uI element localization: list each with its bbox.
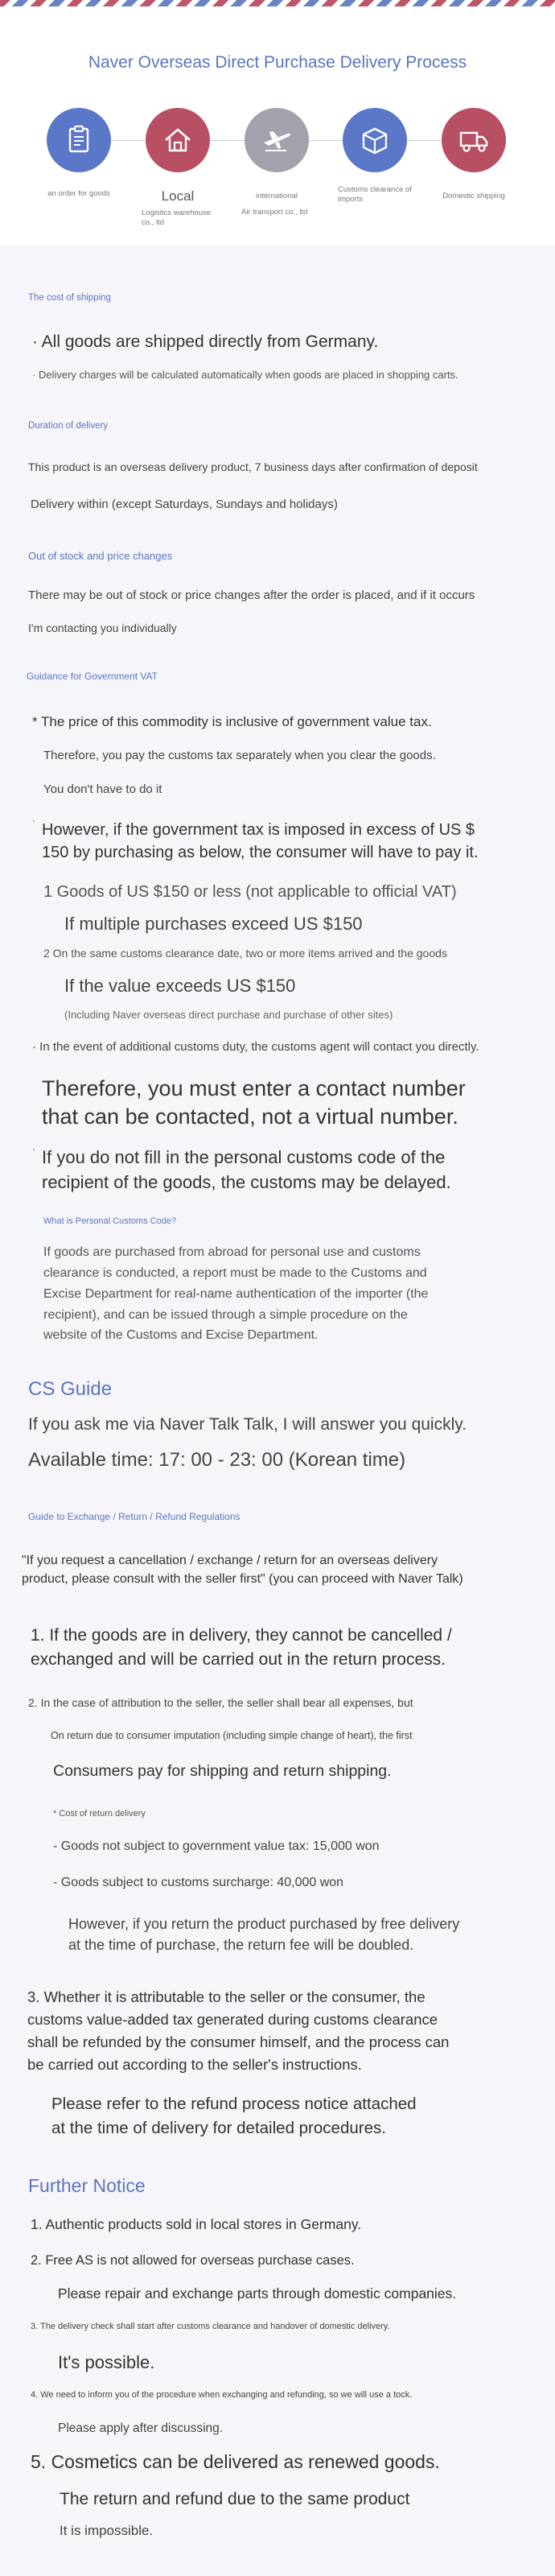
pcc-heading: What is Personal Customs Code? xyxy=(43,1216,177,1226)
airmail-stripe xyxy=(0,0,555,6)
return-6: - Goods not subject to government value tax: 15,000 won xyxy=(53,1839,380,1853)
return-10a: Please refer to the refund process notice attached xyxy=(51,2095,417,2113)
duration-line-2: Delivery within (except Saturdays, Sundays and holidays) xyxy=(31,497,338,511)
stock-heading: Out of stock and price changes xyxy=(28,550,173,562)
return-9a: 3. Whether it is attributable to the seller or the consumer, the xyxy=(27,1988,426,2005)
step-customs-label: Customs clearance of imports xyxy=(338,185,412,204)
further-9: The return and refund due to the same product xyxy=(60,2490,410,2508)
pcc-line-2: clearance is conducted, a report must be made to the Customs and xyxy=(43,1266,427,1280)
duration-line-1: This product is an overseas delivery product, 7 business days after confirmation of deposit xyxy=(28,460,478,473)
stock-line-2: I'm contacting you individually xyxy=(28,621,177,634)
step-domestic xyxy=(442,108,506,172)
return-8b: at the time of purchase, the return fee will be doubled. xyxy=(68,1937,414,1953)
cost-line-2: · Delivery charges will be calculated automatically when goods are placed in shopping carts. xyxy=(32,369,458,381)
vat-line-3: You don't have to do it xyxy=(43,782,162,796)
vat-bullet-2: · xyxy=(32,1143,35,1154)
vat-bullet: · xyxy=(32,815,35,826)
step-domestic-label: Domestic shipping xyxy=(442,192,505,200)
step-warehouse-label: Logistics warehouse co., ltd xyxy=(142,208,212,227)
process-title: Naver Overseas Direct Purchase Delivery Process xyxy=(88,53,467,72)
return-5: * Cost of return delivery xyxy=(53,1809,146,1818)
further-8: 5. Cosmetics can be delivered as renewed goods. xyxy=(31,2451,440,2472)
return-9b: customs value-added tax generated during customs clearance xyxy=(27,2011,438,2028)
vat-line-8: If the value exceeds US $150 xyxy=(64,976,296,996)
exchange-quote-1: "If you request a cancellation / exchange / return for an overseas delivery xyxy=(22,1554,438,1567)
step-local-warehouse xyxy=(146,108,210,172)
cost-line-1: · All goods are shipped directly from Germany. xyxy=(32,332,379,351)
step-order-label: an order for goods xyxy=(47,189,110,198)
airplane-icon xyxy=(259,122,294,158)
cs-line-1: If you ask me via Naver Talk Talk, I will answer you quickly. xyxy=(28,1415,467,1434)
return-4: Consumers pay for shipping and return shipping. xyxy=(53,1762,392,1780)
return-9d: be carried out according to the seller's instructions. xyxy=(27,2056,362,2073)
truck-icon xyxy=(456,122,491,158)
return-3: On return due to consumer imputation (including simple change of heart), the first xyxy=(51,1730,413,1741)
cs-heading: CS Guide xyxy=(28,1378,113,1400)
vat-line-4b: 150 by purchasing as below, the consumer will have to pay it. xyxy=(42,844,479,861)
vat-line-11b: that can be contacted, not a virtual number. xyxy=(42,1104,458,1129)
vat-line-7: 2 On the same customs clearance date, two or more items arrived and the goods xyxy=(43,947,447,960)
cs-line-2: Available time: 17: 00 - 23: 00 (Korean time) xyxy=(28,1449,406,1471)
vat-heading: Guidance for Government VAT xyxy=(27,671,158,682)
house-icon xyxy=(160,122,195,158)
further-3: Please repair and exchange parts through domestic companies. xyxy=(58,2285,457,2301)
vat-line-4a: However, if the government tax is imposed in excess of US $ xyxy=(42,821,475,839)
exchange-heading: Guide to Exchange / Return / Refund Regulations xyxy=(28,1511,240,1522)
vat-line-12b: recipient of the goods, the customs may be delayed. xyxy=(42,1172,451,1192)
vat-line-1: * The price of this commodity is inclusive of government value tax. xyxy=(32,714,432,729)
step-order xyxy=(47,108,111,172)
cost-heading: The cost of shipping xyxy=(28,293,111,303)
further-2: 2. Free AS is not allowed for overseas purchase cases. xyxy=(31,2253,355,2268)
clipboard-icon xyxy=(61,122,97,158)
vat-line-10: · In the event of additional customs duty, the customs agent will contact you directly. xyxy=(32,1040,479,1054)
pcc-line-3: Excise Department for real-name authentication of the importer (the xyxy=(43,1287,429,1301)
vat-line-5: 1 Goods of US $150 or less (not applicable to official VAT) xyxy=(43,883,457,901)
step-international-label: international xyxy=(256,192,298,200)
further-1: 1. Authentic products sold in local stores in Germany. xyxy=(31,2216,362,2232)
vat-line-12a: If you do not fill in the personal customs code of the xyxy=(42,1147,446,1167)
pcc-line-4: recipient), and can be issued through a simple procedure on the xyxy=(43,1308,408,1322)
return-7: - Goods subject to customs surcharge: 40,000 won xyxy=(53,1876,344,1889)
duration-heading: Duration of delivery xyxy=(28,421,109,431)
further-heading: Further Notice xyxy=(28,2175,146,2196)
return-9c: shall be refunded by the consumer himself, and the process can xyxy=(27,2033,450,2050)
further-6: 4. We need to inform you of the procedure when exchanging and refunding, so we will use a tock. xyxy=(31,2390,413,2400)
return-1a: 1. If the goods are in delivery, they cannot be cancelled / xyxy=(31,1626,452,1645)
return-10b: at the time of delivery for detailed procedures. xyxy=(51,2119,386,2137)
exchange-quote-2: product, please consult with the seller first" (you can proceed with Naver Talk) xyxy=(22,1572,463,1586)
step-customs xyxy=(343,108,407,172)
step-international xyxy=(245,108,309,172)
vat-line-6: If multiple purchases exceed US $150 xyxy=(64,914,363,934)
further-4: 3. The delivery check shall start after customs clearance and handover of domestic delivery. xyxy=(31,2322,390,2331)
pcc-line-5: website of the Customs and Excise Department. xyxy=(43,1328,319,1342)
return-2: 2. In the case of attribution to the seller, the seller shall bear all expenses, but xyxy=(28,1696,413,1709)
further-5: It's possible. xyxy=(58,2352,155,2372)
process-banner xyxy=(0,0,555,246)
step-air-transport-label: Air transport co., ltd xyxy=(241,208,308,217)
return-8a: However, if you return the product purchased by free delivery xyxy=(68,1916,460,1932)
further-10: It is impossible. xyxy=(60,2523,154,2538)
step-local-label: Local xyxy=(161,188,195,204)
pcc-line-1: If goods are purchased from abroad for personal use and customs xyxy=(43,1245,421,1259)
return-1b: exchanged and will be carried out in the return process. xyxy=(31,1650,446,1669)
vat-line-2: Therefore, you pay the customs tax separately when you clear the goods. xyxy=(43,749,436,762)
further-7: Please apply after discussing. xyxy=(58,2421,224,2435)
vat-line-9: (Including Naver overseas direct purchase and purchase of other sites) xyxy=(64,1009,393,1021)
box-icon xyxy=(357,122,393,158)
vat-line-11a: Therefore, you must enter a contact number xyxy=(42,1076,466,1100)
stock-line-1: There may be out of stock or price changes after the order is placed, and if it occurs xyxy=(28,588,475,602)
